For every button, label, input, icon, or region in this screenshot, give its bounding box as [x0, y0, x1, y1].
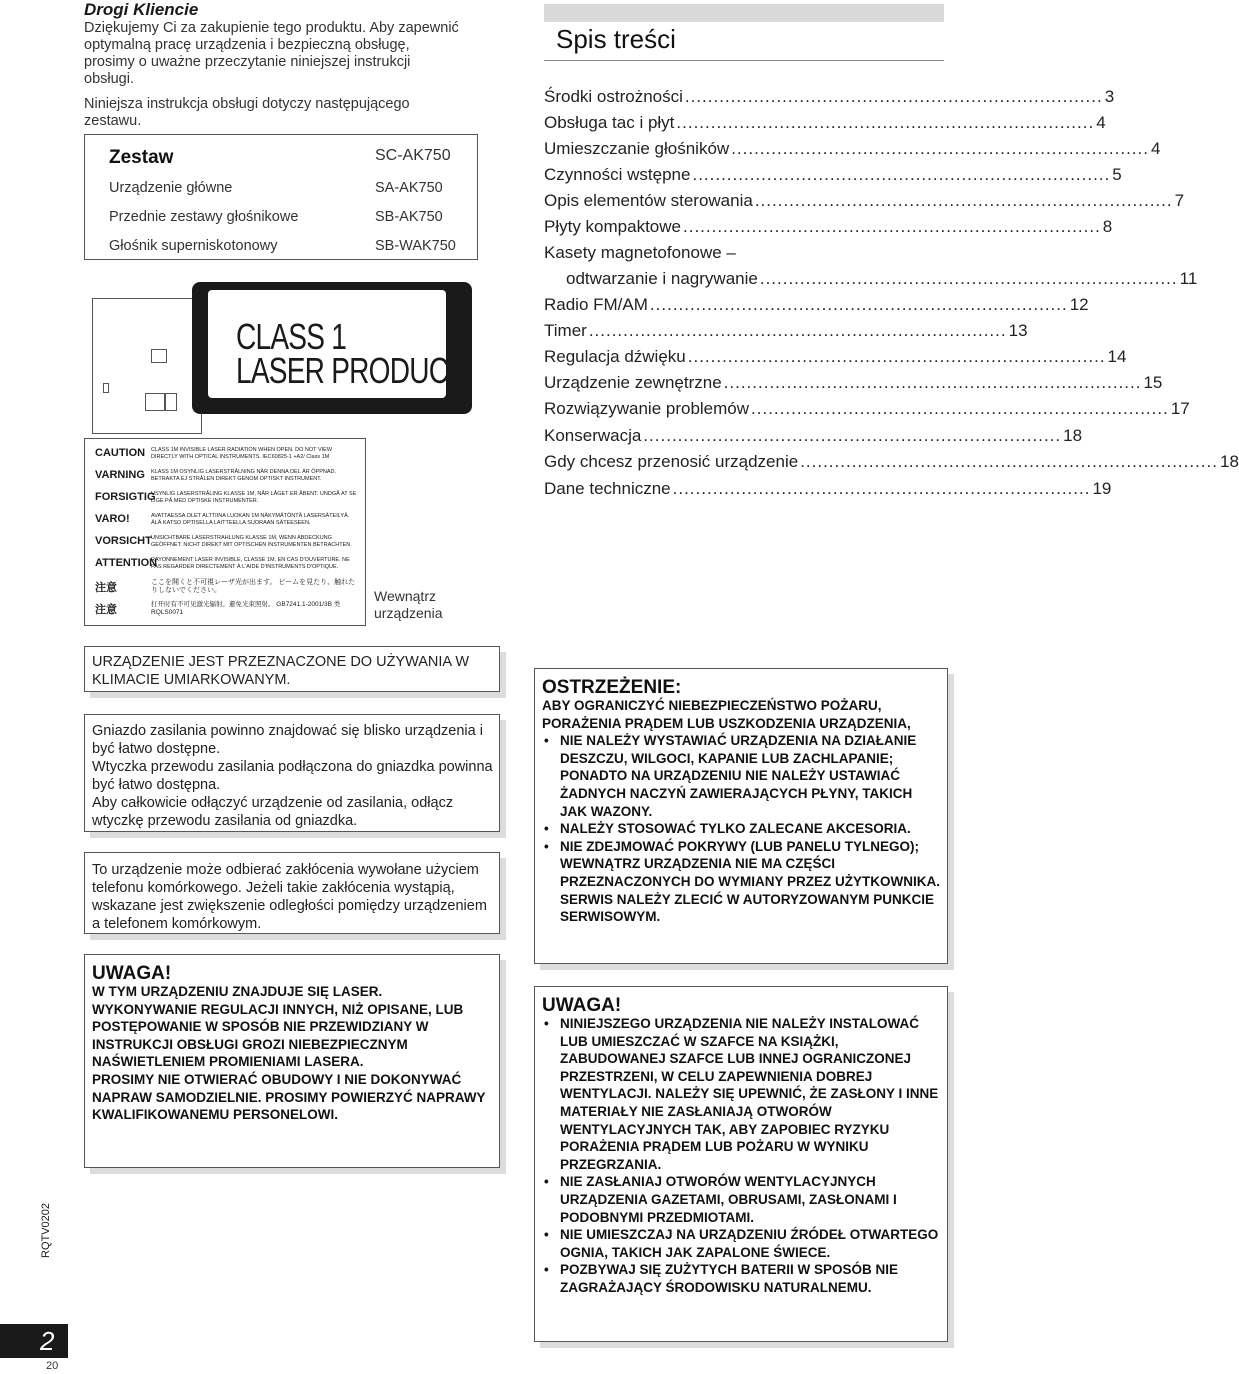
- toc-item-title: Regulacja dźwięku: [544, 347, 686, 366]
- device-connector-icon: [165, 393, 177, 411]
- caution-key: VORSICHT: [95, 535, 152, 547]
- toc-item-title: Płyty kompaktowe: [544, 217, 681, 236]
- toc-leader: .........................................................................: [643, 426, 1062, 445]
- toc-item[interactable]: [544, 373, 1163, 395]
- caution-key: 注意: [95, 604, 117, 616]
- ventilation-warning-list: [542, 1015, 941, 1297]
- toc-item-title: Dane techniczne: [544, 479, 671, 498]
- toc-leader: .........................................................................: [684, 87, 1103, 106]
- toc-leader: .........................................................................: [649, 295, 1068, 314]
- power-socket-box: [84, 714, 500, 832]
- greeting-paragraph: Dziękujemy Ci za zakupienie tego produktu. Aby zapewnić optymalną pracę urządzenia i bezpieczną obsługę, prosimy o uważne przeczytanie niniejszej instrukcji obsługi.: [84, 20, 459, 87]
- toc-item[interactable]: [544, 452, 1239, 474]
- caution-text: CLASS 1M INVISIBLE LASER RADIATION WHEN OPEN. DO NOT VIEW DIRECTLY WITH OPTICAL INSTRUMENTS. IEC60825-1 +A2/ Class 1M: [151, 447, 333, 460]
- mobile-interference-box: [84, 852, 500, 934]
- warning-intro: ABY OGRANICZYĆ NIEBEZPIECZEŃSTWO POŻARU, PORAŻENIA PRĄDEM LUB USZKODZENIA URZĄDZENIA,: [542, 698, 911, 731]
- laser-class-label: [192, 282, 472, 414]
- model-label: Urządzenie główne: [109, 180, 233, 196]
- page-number-tab: [0, 1324, 68, 1358]
- document-code: RQTV0202: [40, 1202, 52, 1258]
- laser-label-inner: [208, 290, 465, 398]
- socket-paragraph: Gniazdo zasilania powinno znajdować się blisko urządzenia i być łatwo dostępne.: [92, 723, 483, 757]
- toc-item[interactable]: [544, 87, 1115, 109]
- toc-item-page: 18: [1219, 452, 1239, 471]
- caution-text: USYNLIG LASERSTRÅLING KLASSE 1M, NÅR LÅGET ER ÅBENT. UNDGÅ AT SE LIGE PÅ MED OPTISKE INSTRUMENTER.: [151, 491, 357, 504]
- toc-item[interactable]: [544, 399, 1190, 421]
- toc-item-title: Opis elementów sterowania: [544, 191, 753, 210]
- model-value: SC-AK750: [375, 147, 451, 164]
- page-number: 2: [40, 1326, 55, 1356]
- laser-warning-title: UWAGA!: [92, 963, 172, 984]
- ventilation-bullet: • NINIEJSZEGO URZĄDZENIA NIE NALEŻY INSTALOWAĆ LUB UMIESZCZAĆ W SZAFCE NA KSIĄŻKI, ZABUDOWANEJ SZAFCE LUB INNEJ OGRANICZONEJ PRZESTRZENI, W CELU ZAPEWNIENIA DOBREJ WENTYLACJI. NALEŻY SIĘ UPEWNIĆ, ŻE ZASŁONY I INNE MATERIAŁY NIE ZASŁANIAJĄ OTWORÓW WENTYLACYJNYCH TAK, ABY ZAPOBIEC RYZYKU PORAŻENIA PRĄDEM LUB POŻARU W WYNIKU PRZEGRZANIA.: [542, 1015, 941, 1173]
- device-connector-icon: [145, 393, 165, 411]
- socket-paragraph: Wtyczka przewodu zasilania podłączona do gniazdka powinna być łatwo dostępna.: [92, 759, 493, 793]
- toc-item-page: 11: [1179, 269, 1198, 288]
- toc-item-page: 19: [1092, 479, 1112, 498]
- caution-text: AVATTAESSA OLET ALTTIINA LUOKAN 1M NÄKYMÄTÖNTÄ LASERSÄTEILYÄ. ÄLÄ KATSO OPTISELLA LAITTEELLA SUORAAN SÄTEESEEN.: [151, 513, 350, 526]
- toc-title: Spis treści: [556, 24, 676, 54]
- toc-leader: .........................................................................: [731, 139, 1149, 158]
- toc-item-title: odtwarzanie i nagrywanie: [566, 269, 758, 288]
- caution-text: RAYONNEMENT LASER INVISIBLE, CLASSE 1M, EN CAS D'OUVERTURE. NE PAS REGARDER DIRECTEMENT À L'AIDE D'INSTRUMENTS D'OPTIQUE.: [151, 557, 350, 570]
- toc-item[interactable]: [544, 321, 1028, 343]
- toc-item-page: 8: [1102, 217, 1113, 236]
- toc-leader: .........................................................................: [676, 113, 1095, 132]
- toc-item[interactable]: [544, 426, 1083, 448]
- toc-item-page: 12: [1069, 295, 1089, 314]
- toc-item-page: 15: [1143, 373, 1163, 392]
- warning-bullet: • NIE ZDEJMOWAĆ POKRYWY (LUB PANELU TYLNEGO); WEWNĄTRZ URZĄDZENIA NIE MA CZĘŚCI PRZEZNACZONYCH DO WYMIANY PRZEZ UŻYTKOWNIKA. SERWIS NALEŻY ZLECIĆ W AUTORYZOWANYM PUNKCIE SERWISOWYM.: [542, 838, 941, 926]
- models-table: [84, 134, 478, 260]
- caution-key: 注意: [95, 582, 117, 594]
- warning-bullet: • NALEŻY STOSOWAĆ TYLKO ZALECANE AKCESORIA.: [542, 820, 941, 838]
- device-illustration: [92, 298, 202, 434]
- warning-box: [534, 668, 948, 964]
- caution-key: ATTENTION: [95, 557, 158, 569]
- model-value: SB-WAK750: [375, 238, 456, 254]
- ventilation-warning-box: [534, 986, 948, 1342]
- page-index: 20: [46, 1360, 59, 1372]
- toc-leader: .........................................................................: [692, 165, 1111, 184]
- greeting-scope-paragraph: Niniejsza instrukcja obsługi dotyczy następującego zestawu.: [84, 96, 410, 129]
- caution-key: CAUTION: [95, 447, 146, 459]
- model-value: SA-AK750: [375, 180, 443, 196]
- toc-item-page: 4: [1096, 113, 1106, 132]
- toc-leader: .........................................................................: [759, 269, 1178, 288]
- laser-label-line2: LASER PRODUCT: [236, 350, 465, 391]
- warning-title: OSTRZEŻENIE:: [542, 677, 682, 698]
- model-label: Zestaw: [109, 147, 174, 168]
- climate-notice-box: [84, 646, 500, 692]
- inside-device-caption: Wewnątrz urządzenia: [374, 588, 443, 621]
- toc-item-title: Środki ostrożności: [544, 87, 683, 106]
- toc-item-title: Timer: [544, 321, 587, 340]
- warning-list: [542, 732, 941, 926]
- climate-notice: URZĄDZENIE JEST PRZEZNACZONE DO UŻYWANIA W KLIMACIE UMIARKOWANYM.: [92, 654, 470, 688]
- toc-item-page: 7: [1174, 191, 1185, 210]
- laser-warning-line: WYKONYWANIE REGULACJI INNYCH, NIŻ OPISANE, LUB POSTĘPOWANIE W SPOSÓB NIE PRZEWIDZIANY W INSTRUKCJI OBSŁUGI GROZI NIEBEZPIECZNYM NAŚWIETLENIEM PROMIENIAMI LASERA.: [92, 1001, 464, 1070]
- toc-item-page: 17: [1170, 399, 1190, 418]
- socket-paragraph: Aby całkowicie odłączyć urządzenie od zasilania, odłącz wtyczkę przewodu zasilania od gniazdka.: [92, 795, 454, 829]
- toc-item[interactable]: [544, 165, 1122, 187]
- toc-leader: .........................................................................: [754, 191, 1173, 210]
- model-label: Głośnik superniskotonowy: [109, 238, 278, 254]
- mobile-interference-text: To urządzenie może odbierać zakłócenia wywołane użyciem telefonu komórkowego. Jeżeli takie zakłócenia wystąpią, wskazane jest zwiększenie odległości pomiędzy urządzeniem a telefonem komórkowym.: [92, 862, 487, 932]
- toc-leader: .........................................................................: [751, 399, 1169, 418]
- ventilation-bullet: • POZBYWAJ SIĘ ZUŻYTYCH BATERII W SPOSÓB NIE ZAGRAŻAJĄCY ŚRODOWISKU NATURALNEMU.: [542, 1261, 941, 1296]
- caution-key: FORSIGTIG: [95, 491, 156, 503]
- toc-item-group-title: Kasety magnetofonowe –: [544, 243, 736, 262]
- ventilation-bullet: • NIE ZASŁANIAJ OTWORÓW WENTYLACYJNYCH URZĄDZENIA GAZETAMI, OBRUSAMI, ZASŁONAMI I PODOBNYMI PRZEDMIOTAMI.: [542, 1173, 941, 1226]
- caution-text: ここを開くと不可視レーザ光が出ます。 ビームを見たり、触れたりしないでください。: [151, 579, 356, 594]
- toc-item[interactable]: [544, 191, 1185, 213]
- warning-bullet: • NIE NALEŻY WYSTAWIAĆ URZĄDZENIA NA DZIAŁANIE DESZCZU, WILGOCI, KAPANIE LUB ZACHLAPANIE; PONADTO NA URZĄDZENIU NIE NALEŻY USTAWIAĆ ŻADNYCH NACZYŃ ZAWIERAJĄCYCH PŁYNY, TAKICH JAK WAZONY.: [542, 732, 941, 820]
- toc-leader: .........................................................................: [588, 321, 1007, 340]
- caution-key: VARNING: [95, 469, 145, 481]
- laser-warning-line: PROSIMY NIE OTWIERAĆ OBUDOWY I NIE DOKONYWAĆ NAPRAW SAMODZIELNIE. PROSIMY POWIERZYĆ NAPRAWY KWALIFIKOWANEMU PERSONELOWI.: [92, 1071, 486, 1123]
- caution-text: UNSICHTBARE LASERSTRAHLUNG KLASSE 1M, WENN ABDECKUNG GEÖFFNET. NICHT DIREKT MIT OPTISCHEN INSTRUMENTEN BETRACHTEN.: [151, 535, 352, 548]
- device-connector-icon: [151, 349, 167, 363]
- toc-leader: .........................................................................: [800, 452, 1218, 471]
- toc-leader: .........................................................................: [672, 479, 1091, 498]
- caution-label: [84, 438, 366, 626]
- toc-item-title: Umieszczanie głośników: [544, 139, 730, 158]
- toc-item[interactable]: [544, 479, 1112, 501]
- toc-item-title: Konserwacja: [544, 426, 642, 445]
- toc-item[interactable]: [566, 269, 1198, 291]
- toc-item-page: 18: [1063, 426, 1083, 445]
- toc-leader: .........................................................................: [723, 373, 1142, 392]
- toc-item[interactable]: [544, 113, 1106, 135]
- toc-item-title: Radio FM/AM: [544, 295, 648, 314]
- toc-item-page: 14: [1107, 347, 1127, 366]
- model-label: Przednie zestawy głośnikowe: [109, 209, 299, 225]
- toc-leader: .........................................................................: [687, 347, 1106, 366]
- toc-item-title: Czynności wstępne: [544, 165, 691, 184]
- laser-label-text: [236, 316, 465, 391]
- toc-item[interactable]: [544, 139, 1161, 161]
- toc-item-title: Gdy chcesz przenosić urządzenie: [544, 452, 799, 471]
- greeting-title: Drogi Kliencie: [84, 0, 199, 19]
- toc-item-title: Obsługa tac i płyt: [544, 113, 675, 132]
- ventilation-bullet: • NIE UMIESZCZAJ NA URZĄDZENIU ŹRÓDEŁ OTWARTEGO OGNIA, TAKICH JAK ZAPALONE ŚWIECE.: [542, 1226, 941, 1261]
- toc-item-title: Urządzenie zewnętrzne: [544, 373, 722, 392]
- laser-warning-box: [84, 954, 500, 1168]
- toc-item[interactable]: [544, 347, 1127, 369]
- toc-divider: [544, 60, 944, 61]
- caution-text: 打开时有不可见激光辐射。避免光束照射。 GB7241.1-2001/3B 类 RQLS0071: [151, 601, 341, 616]
- device-switch-icon: [103, 383, 109, 393]
- toc-item[interactable]: [544, 217, 1113, 239]
- toc-header-bar: [544, 4, 944, 22]
- laser-warning-line: W TYM URZĄDZENIU ZNAJDUJE SIĘ LASER.: [92, 984, 383, 999]
- caution-text: KLASS 1M OSYNLIG LASERSTRÅLNING NÄR DENNA DEL ÄR ÖPPNAD. BETRAKTA EJ STRÅLEN DIREKT GENOM OPTISKT INSTRUMENT.: [151, 469, 337, 482]
- toc-item[interactable]: [544, 295, 1089, 317]
- toc-item-page: 13: [1008, 321, 1028, 340]
- toc-item-page: 5: [1112, 165, 1122, 184]
- toc-item-page: 3: [1104, 87, 1115, 106]
- toc-item-title: Rozwiązywanie problemów: [544, 399, 750, 418]
- model-value: SB-AK750: [375, 209, 443, 225]
- toc-item-page: 4: [1150, 139, 1161, 158]
- caution-key: VARO!: [95, 513, 130, 525]
- toc-leader: .........................................................................: [683, 217, 1101, 236]
- ventilation-warning-title: UWAGA!: [542, 995, 622, 1016]
- laser-label-line1: CLASS 1: [236, 316, 347, 357]
